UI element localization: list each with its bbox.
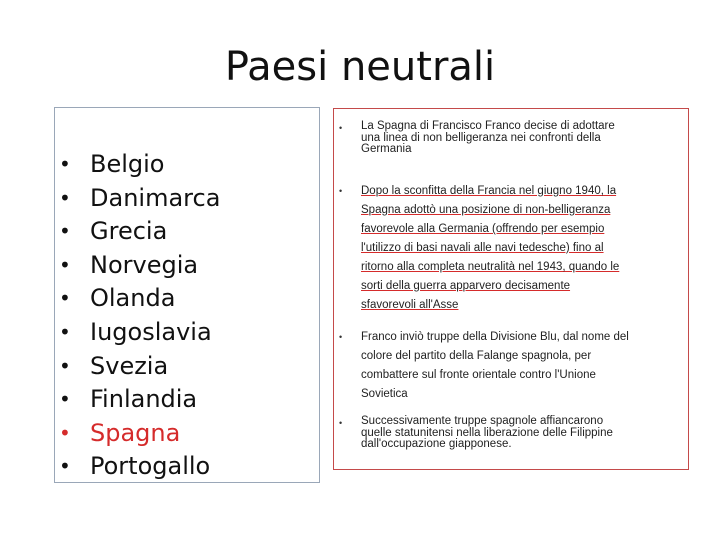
- bullet-icon: •: [339, 418, 343, 428]
- bullet-icon: •: [339, 123, 343, 133]
- bullet-icon: •: [59, 387, 71, 412]
- bullet-icon: •: [59, 219, 71, 244]
- bullet-icon: •: [59, 353, 71, 378]
- slide-title: Paesi neutrali: [224, 44, 496, 90]
- bullet-icon: •: [59, 152, 71, 176]
- country-item-svezia: [55, 350, 220, 384]
- country-item-norvegia: [55, 249, 220, 283]
- country-item-grecia: [55, 215, 220, 249]
- country-name: Norvegia: [90, 250, 199, 279]
- country-item-spagna: [55, 417, 220, 451]
- bullet-icon: •: [59, 185, 71, 210]
- bullet-icon: •: [339, 186, 343, 196]
- country-item-portogallo: [55, 450, 220, 484]
- country-item-olanda: [55, 282, 220, 316]
- country-name: Spagna: [90, 418, 181, 447]
- country-name: Svezia: [90, 351, 169, 380]
- country-name: Grecia: [90, 217, 168, 246]
- bullet-icon: •: [339, 332, 343, 342]
- note-text: Dopo la sconfitta della Francia nel giugno 1940, la Spagna adottò una posizione di non-belligeranza favorevole alla Germania (offrendo per esempio l'utilizzo di basi navali alle navi tedesche) fino al ritorno alla completa neutralità nel 1943, quando le sorti della guerra apparvero decisamente sfavorevoli all'Asse: [361, 185, 620, 311]
- country-name: Iugoslavia: [90, 317, 212, 346]
- bullet-icon: •: [59, 420, 71, 445]
- neutral-countries-box: [54, 107, 320, 483]
- bullet-icon: •: [59, 286, 71, 311]
- country-name: Portogallo: [90, 452, 211, 481]
- country-item-belgio: [55, 148, 220, 182]
- bullet-icon: •: [59, 319, 71, 344]
- note-text: La Spagna di Francisco Franco decise di adottare una linea di non belligeranza nei confronti della Germania: [361, 120, 615, 155]
- country-list: [55, 148, 220, 484]
- note-text: Franco inviò truppe della Divisione Blu, dal nome del colore del partito della Falange spagnola, per combattere sul fronte orientale contro l'Unione Sovietica: [361, 331, 629, 400]
- bullet-icon: •: [59, 454, 71, 479]
- country-name: Danimarca: [90, 183, 221, 212]
- note-text: Successivamente truppe spagnole affiancarono quelle statunitensi nella liberazione delle Filippine dall'occupazione giapponese.: [361, 415, 613, 450]
- country-item-iugoslavia: [55, 316, 220, 350]
- country-item-danimarca: [55, 182, 220, 216]
- country-name: Olanda: [90, 284, 176, 313]
- bullet-icon: •: [59, 252, 71, 277]
- country-name: Finlandia: [90, 385, 198, 414]
- country-item-finlandia: [55, 383, 220, 417]
- country-name: Belgio: [90, 150, 165, 178]
- spain-notes-box: [333, 108, 689, 470]
